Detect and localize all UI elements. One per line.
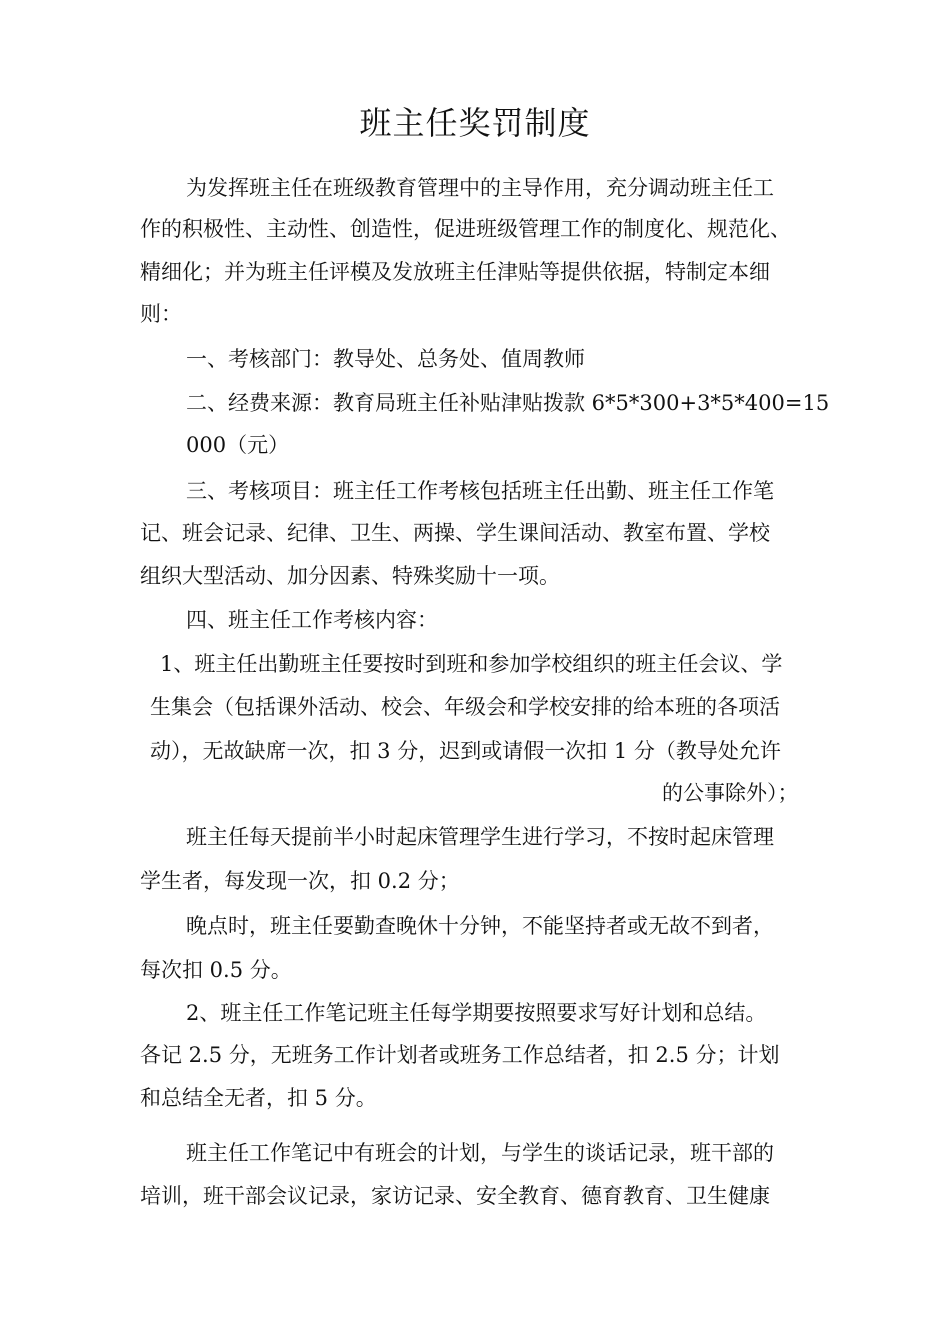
section-heading: 二、经费来源：教育局班主任补贴津贴拨款 6*5*300+3*5*400=15 <box>186 391 830 415</box>
list-item-line: 动），无故缺席一次，扣 3 分，迟到或请假一次扣 1 分（教导处允许 <box>150 739 781 763</box>
paragraph-line: 000（元） <box>186 433 290 457</box>
section-heading: 三、考核项目：班主任工作考核包括班主任出勤、班主任工作笔 <box>186 479 774 503</box>
list-item-line: 的公事除外）； <box>662 781 799 805</box>
paragraph-line: 组织大型活动、加分因素、特殊奖励十一项。 <box>140 564 560 588</box>
paragraph-line: 培训，班干部会议记录，家访记录、安全教育、德育教育、卫生健康 <box>140 1184 770 1208</box>
paragraph-line: 学生者，每发现一次，扣 0.2 分； <box>140 869 460 893</box>
section-heading: 一、考核部门：教导处、总务处、值周教师 <box>186 347 585 371</box>
paragraph-line: 2、班主任工作笔记班主任每学期要按照要求写好计划和总结。 <box>186 1001 767 1025</box>
section-heading: 四、班主任工作考核内容： <box>186 608 438 632</box>
paragraph-line: 作的积极性、主动性、创造性，促进班级管理工作的制度化、规范化、 <box>140 217 791 241</box>
paragraph-line: 记、班会记录、纪律、卫生、两操、学生课间活动、教室布置、学校 <box>140 521 770 545</box>
paragraph-line: 晚点时，班主任要勤查晚休十分钟，不能坚持者或无故不到者， <box>186 914 774 938</box>
paragraph-line: 每次扣 0.5 分。 <box>140 958 292 982</box>
document-title: 班主任奖罚制度 <box>359 104 591 142</box>
paragraph-line: 精细化；并为班主任评模及发放班主任津贴等提供依据，特制定本细 <box>140 260 770 284</box>
paragraph-line: 班主任工作笔记中有班会的计划，与学生的谈话记录，班干部的 <box>186 1141 774 1165</box>
paragraph-line: 则： <box>140 302 182 326</box>
list-item-line: 生集会（包括课外活动、校会、年级会和学校安排的给本班的各项活 <box>150 695 780 719</box>
paragraph-line: 和总结全无者，扣 5 分。 <box>140 1086 377 1110</box>
paragraph-line: 为发挥班主任在班级教育管理中的主导作用，充分调动班主任工 <box>186 176 774 200</box>
list-item-line: 1、班主任出勤班主任要按时到班和参加学校组织的班主任会议、学 <box>160 652 783 676</box>
paragraph-line: 班主任每天提前半小时起床管理学生进行学习，不按时起床管理 <box>186 825 774 849</box>
paragraph-line: 各记 2.5 分，无班务工作计划者或班务工作总结者，扣 2.5 分；计划 <box>140 1043 780 1067</box>
